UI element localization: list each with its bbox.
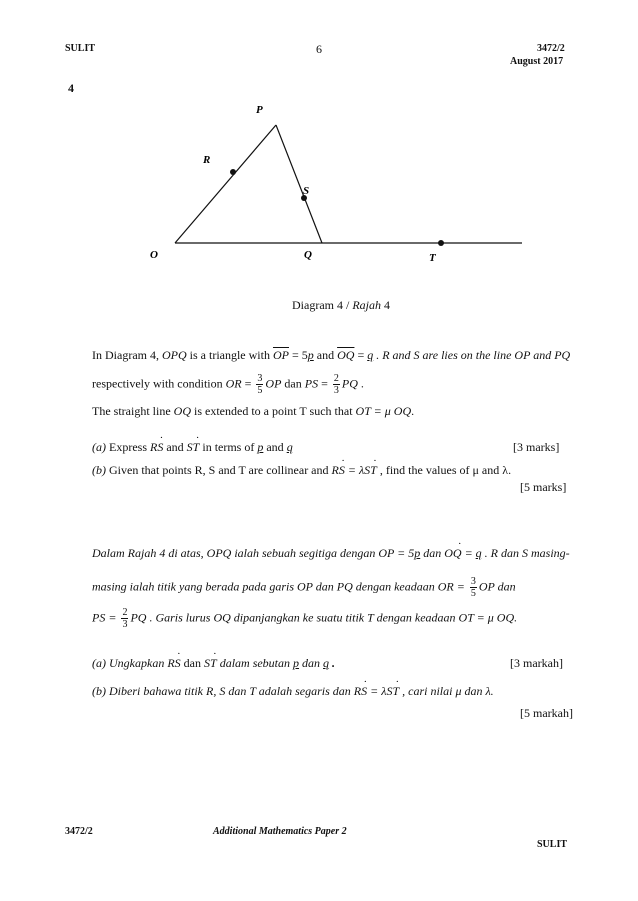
label-q: Q	[304, 249, 312, 261]
english-line-3: The straight line OQ is extended to a point T such that OT = μ OQ.	[92, 404, 415, 418]
malay-line-3: PS = $\frac{2}{3}$ PQ . Garis lurus OQ dipanjangkan ke suatu titik T dengan keadaan OT = μ OQ.	[92, 607, 518, 630]
point-t-dot	[438, 240, 444, 246]
label-p: P	[256, 104, 263, 116]
malay-line-1: Dalam Rajah 4 di atas, OPQ ialah sebuah segitiga dengan OP = 5p dan · OQ = q . R dan S masing-	[92, 546, 570, 561]
footer-title: Additional Mathematics Paper 2	[213, 826, 347, 837]
label-r: R	[203, 154, 211, 166]
english-line-1: In Diagram 4, OPQ is a triangle with $\overline{OP} = 5p$ and $\overline{OQ} = q$ . R and S are lies on the line OP and PQ	[92, 348, 571, 362]
malay-part-b-marks: [5 markah]	[520, 706, 573, 720]
header-date: August 2017	[510, 56, 564, 67]
malay-part-b: (b) Diberi bahawa titik R, S dan T adalah segaris dan · RS = λ· ST , cari nilai μ dan λ.	[92, 684, 494, 699]
line-pq	[276, 125, 322, 243]
point-r-dot	[230, 169, 236, 175]
malay-part-a: (a) Ungkapkan · RS dan · ST dalam sebutan p dan q .	[92, 656, 335, 671]
label-s: S	[303, 185, 310, 197]
line-op	[175, 125, 276, 243]
malay-part-a-marks: [3 markah]	[510, 656, 563, 670]
english-line-2: respectively with condition OR = $\frac{3}{5}$ OP dan PS = $\frac{2}{3}$ PQ .	[92, 373, 364, 396]
question-number: 4	[68, 81, 74, 95]
footer-sulit: SULIT	[537, 839, 568, 850]
diagram-caption: Diagram 4 / Rajah 4	[292, 298, 390, 312]
header-code: 3472/2	[537, 43, 565, 54]
label-o: O	[150, 249, 158, 261]
english-part-b: (b) Given that points R, S and T are collinear and · RS = λ· ST , find the values of μ and λ.	[92, 463, 511, 478]
malay-line-2: masing ialah titik yang berada pada garis OP dan PQ dengan keadaan OR = $\frac{3}{5}$ OP dan	[92, 576, 516, 599]
english-part-a: (a) Express · RS and · ST in terms of p and q	[92, 440, 293, 455]
header-sulit: SULIT	[65, 43, 96, 54]
english-part-a-marks: [3 marks]	[513, 440, 560, 454]
label-t: T	[429, 252, 436, 264]
english-part-b-marks: [5 marks]	[520, 480, 567, 494]
page-number: 6	[316, 42, 322, 56]
vector-diagram	[0, 0, 638, 300]
footer-code: 3472/2	[65, 826, 93, 837]
